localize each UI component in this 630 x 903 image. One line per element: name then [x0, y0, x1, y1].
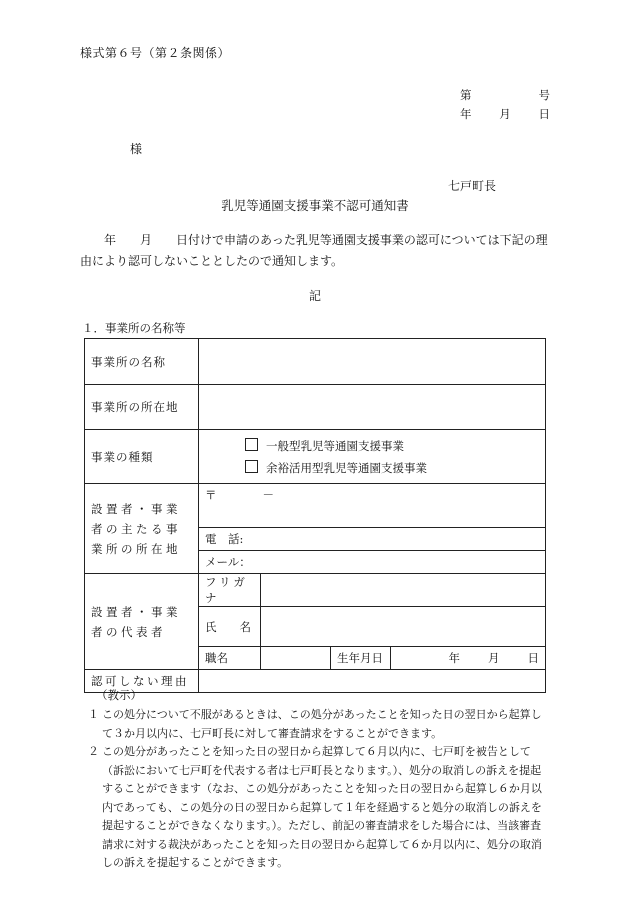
form-number: 様式第６号（第２条関係）	[80, 46, 231, 60]
business-type-label: 事業の種類	[85, 430, 199, 484]
phone-label: 電 話:	[205, 532, 244, 546]
instruction-item	[88, 743, 550, 873]
sender: 七戸町長	[448, 179, 497, 193]
document-title: 乳児等通園支援事業不認可通知書	[221, 198, 409, 213]
doc-number-block	[460, 86, 550, 124]
phone-cell[interactable]	[199, 528, 546, 551]
doc-number-gou: 号	[538, 88, 550, 102]
date-year: 年	[460, 107, 472, 121]
birthdate-label: 生年月日	[331, 647, 391, 670]
job-title-cell[interactable]	[261, 647, 331, 670]
section-heading: １．事業所の名称等	[82, 321, 186, 335]
name-cell[interactable]	[261, 607, 546, 647]
business-type-options	[199, 430, 546, 484]
office-info-table	[84, 338, 546, 693]
office-name-label: 事業所の名称	[85, 339, 199, 385]
instruction-number: ２	[88, 745, 99, 758]
date-month: 月	[499, 107, 511, 121]
furigana-label: フリガナ	[199, 574, 261, 607]
main-office-label: 設置者・事業者の主たる事業所の所在地	[85, 484, 199, 574]
office-location-cell[interactable]	[199, 385, 546, 430]
instruction-text: この処分について不服があるときは、この処分があったことを知った日の翌日から起算して３か月以内に、七戸町長に対して審査請求をすることができます。	[102, 708, 542, 740]
office-name-cell[interactable]	[199, 339, 546, 385]
option-label: 一般型乳児等通園支援事業	[266, 438, 404, 453]
option-label: 余裕活用型乳児等通園支援事業	[266, 460, 427, 475]
mail-label: メール：	[205, 555, 251, 569]
date-line	[460, 105, 550, 124]
birth-day: 日	[527, 651, 539, 665]
instruction-item	[88, 706, 550, 743]
business-type-option[interactable]	[245, 457, 539, 479]
office-location-label: 事業所の所在地	[85, 385, 199, 430]
ki-heading: 記	[308, 289, 321, 303]
instruction-number: １	[88, 708, 99, 721]
doc-number-dai: 第	[460, 88, 472, 102]
table-row	[85, 574, 546, 607]
birthdate-cell[interactable]	[391, 647, 546, 670]
reason-cell[interactable]	[199, 670, 546, 693]
instructions-heading: （教示）	[96, 688, 142, 702]
birth-year: 年	[448, 651, 460, 665]
table-row	[85, 385, 546, 430]
date-day: 日	[538, 107, 550, 121]
doc-number-line	[460, 86, 550, 105]
table-row	[85, 484, 546, 528]
body-text: 年 月 日付けで申請のあった乳児等通園支援事業の認可については下記の理由により認可しないこととしたので通知します。	[80, 233, 548, 268]
table-row	[85, 430, 546, 484]
reason-label: 認可しない理由	[85, 670, 199, 693]
instruction-text: この処分があったことを知った日の翌日から起算して６月以内に、七戸町を被告として（訴訟において七戸町を代表する者は七戸町長となります。）、処分の取消しの訴えを提起することができます（なお、この処分があったことを知った日の翌日から起算し６か月以内であっても、この処分の日の翌日から起算して１年を経過すると処分の取消しの訴えを提起することができなくなります。）。ただし、前記の審査請求をした場合には、当該審査請求に対する裁決があったことを知った日の翌日から起算して６か月以内に、処分の取消しの訴えを提起することができます。	[102, 745, 542, 869]
mail-cell[interactable]	[199, 551, 546, 574]
postal-mark: 〒 －	[205, 488, 274, 502]
checkbox-icon[interactable]	[245, 460, 258, 473]
business-type-option[interactable]	[245, 435, 539, 457]
name-label: 氏 名	[199, 607, 261, 647]
postal-code-cell[interactable]	[199, 484, 546, 528]
birthdate-fields	[397, 650, 539, 666]
table-row	[85, 670, 546, 693]
representative-label: 設置者・事業者の代表者	[85, 574, 199, 670]
table-row	[85, 339, 546, 385]
checkbox-icon[interactable]	[245, 438, 258, 451]
job-title-label: 職名	[199, 647, 261, 670]
birth-month: 月	[488, 651, 500, 665]
addressee: 様	[130, 142, 143, 156]
furigana-cell[interactable]	[261, 574, 546, 607]
